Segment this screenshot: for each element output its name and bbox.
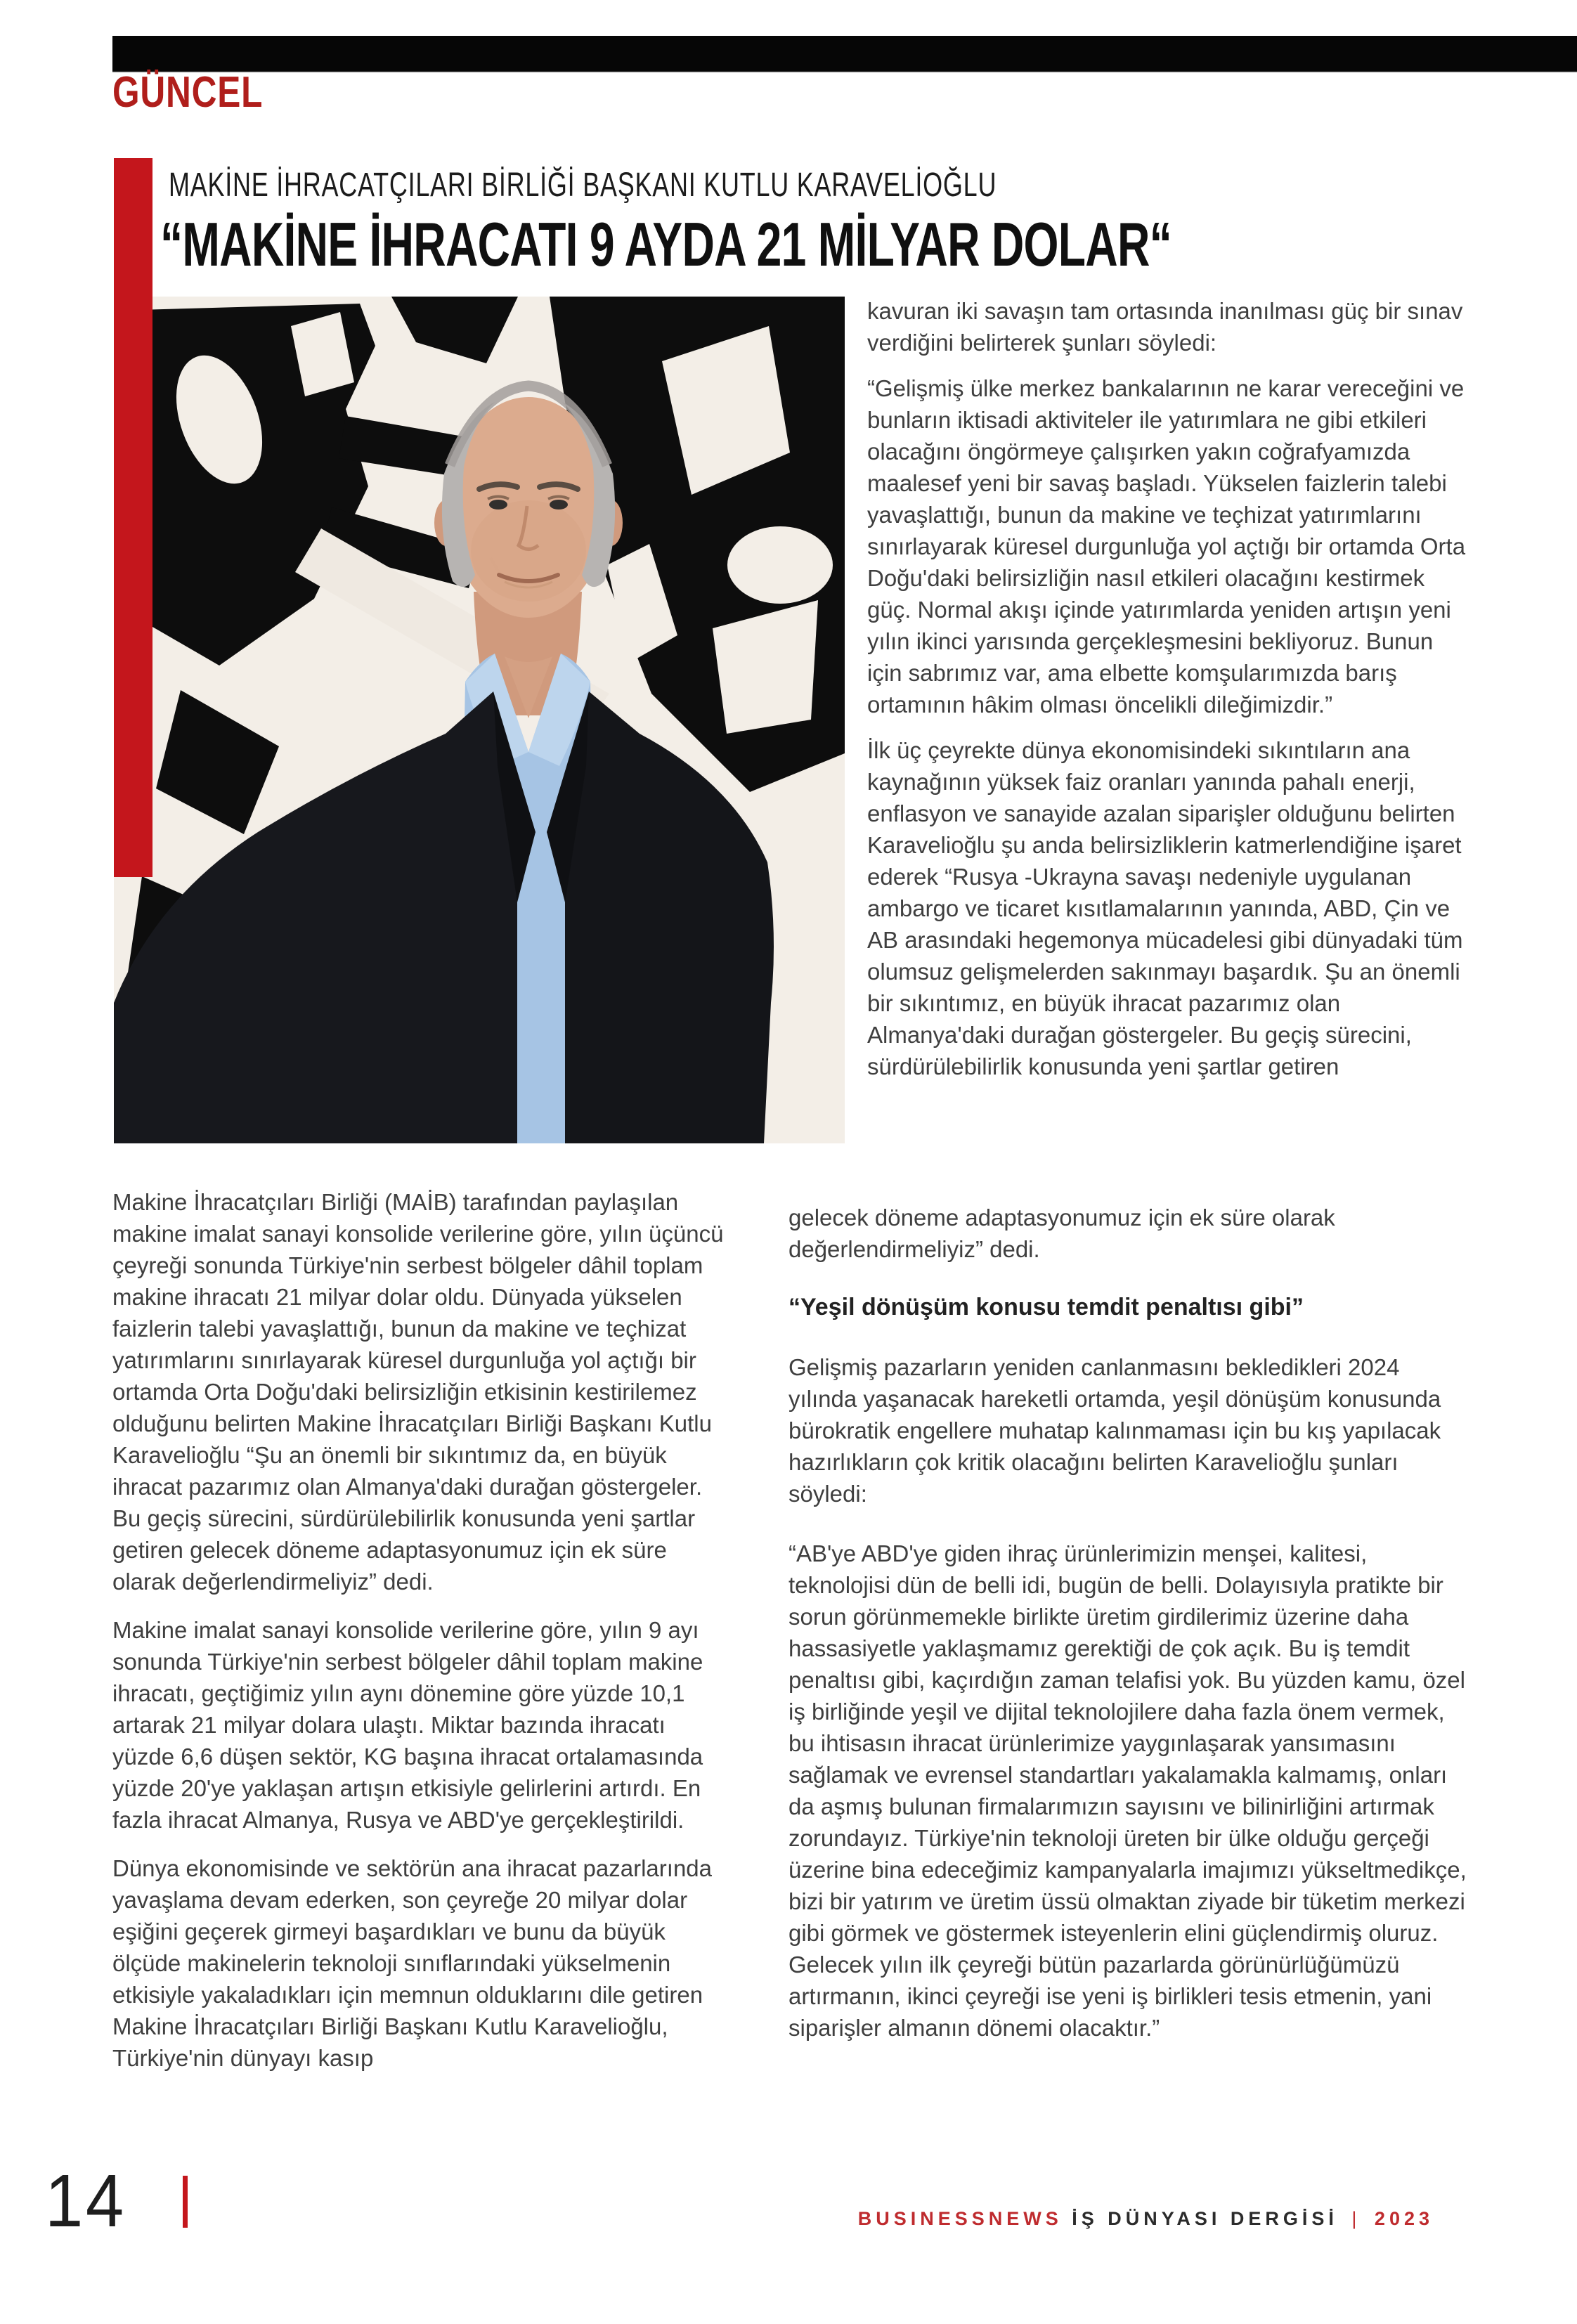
- section-label-text: GÜNCEL: [112, 68, 264, 117]
- article-kicker-text: MAKİNE İHRACATÇILARI BİRLİĞİ BAŞKANI KUTLU KARAVELİOĞLU: [169, 167, 997, 204]
- article-headline-text: “MAKİNE İHRACATI 9 AYDA 21 MİLYAR DOLAR“: [160, 209, 1172, 279]
- body-paragraph-continuation: gelecek döneme adaptasyonumuz için ek süre olarak değerlendirmeliyiz” dedi.: [788, 1205, 1335, 1262]
- article-kicker: [169, 167, 1273, 205]
- top-rule-bar: [112, 36, 1577, 73]
- body-column-right-wide: [788, 1202, 1472, 2058]
- body-paragraph: “Gelişmiş ülke merkez bankalarının ne karar vereceğini ve bunların iktisadi aktiviteler ile yatırımlara ne gibi etkileri olacağını öngörmeye çalışırken yakın coğrafyamızda maalesef yeni bir savaş başladı. Yükselen faizlerin talebi yavaşlattığı, bunun da makine ve teçhizat yatırımlarını sınırlayarak küresel durgunluğa yol açtığı bir ortamda Orta Doğu'daki belirsizliğin nasıl etkileri olacağını kestirmek güç. Normal akışı içinde yatırımlarda yeniden artışın yeni yılın ikinci yarısında gerçekleşmesini bekliyoruz. Bunun için sabrımız var, ama elbette komşularımızda barış ortamının hâkim olması öncelikli dileğimizdir.”: [867, 375, 1466, 718]
- headline-accent-bar: [114, 158, 152, 877]
- body-paragraph: Makine İhracatçıları Birliği (MAİB) tarafından paylaşılan makine imalat sanayi konsolide verilerine göre, yılın üçüncü çeyreği sonunda Türkiye'nin serbest bölgeler dâhil toplam makine ihracatı 21 milyar dolar oldu. Dünyada yükselen faizlerin talebi yavaşlattığı, bunun da makine ve teçhizat yatırımlarını sınırlayarak küresel durgunluğa yol açtığı bir ortamda Orta Doğu'daki belirsizliğin etkisinin kestirilemez olduğunu belirten Makine İhracatçıları Birliği Başkanı Kutlu Karavelioğlu “Şu an önemli bir sıkıntımız da, en büyük ihracat pazarımız olan Almanya'daki durağan göstergeler. Bu geçiş sürecini, sürdürülebilirlik konusunda yeni şartlar getiren gelecek döneme adaptasyonumuz için ek süre olarak değerlendirmeliyiz” dedi.: [112, 1189, 724, 1595]
- footer-divider: |: [1351, 2208, 1361, 2229]
- portrait-photo-illustration: [114, 297, 845, 1143]
- body-column-left: [112, 1186, 734, 2091]
- body-paragraph: Dünya ekonomisinde ve sektörün ana ihracat pazarlarında yavaşlama devam ederken, son çeyreğe 20 milyar dolar eşiğini geçerek girmeyi başardıkları ve bunu da büyük ölçüde makinelerin teknoloji sınıflarındaki yükselmenin etkisiyle yakaladıkları için memnun olduklarını dile getiren Makine İhracatçıları Birliği Başkanı Kutlu Karavelioğlu, Türkiye'nin dünyayı kasıp: [112, 1855, 713, 2071]
- body-paragraph: “AB'ye ABD'ye giden ihraç ürünlerimizin menşei, kalitesi, teknolojisi dün de belli idi, bugün de belli. Dolayısıyla pratikte bir sorun görünmemekle birlikte üretim girdilerimiz üzerine daha hassasiyetle yaklaşmamız gerektiği de çok açık. Bu iş temdit penaltısı gibi, kaçırdığın zaman telafisi yok. Bu yüzden kamu, özel iş birliğinde yeşil ve dijital teknolojilere daha fazla önem vermek, bu ihtisasın ihracat ürünlerimize yaygınlaşarak yansımasını sağlamak ve evrensel standartları yakalamakla kalmamış, onları da aşmış bulunan firmalarımızın sayısını ve bilinirliğini artırmak zorundayız. Türkiye'nin teknoloji üreten bir ülke olduğu gerçeği üzerine bina edeceğimiz kampanyalarla imajımızı yükseltmedikçe, bizi bir yatırım ve üretim üssü olmaktan ziyade bir tüketim merkezi gibi görmek ve göstermek isteyenlerin elini güçlendirmiş oluruz. Gelecek yılın ilk çeyreği bütün pazarlarda görünürlüğümüzü artırmanın, ikinci çeyreği ise yeni iş birlikleri tesis etmenin, yani siparişler almanın dönemi olacaktır.”: [788, 1540, 1467, 2041]
- page-number-text: 14: [45, 2160, 126, 2242]
- body-paragraph: İlk üç çeyrekte dünya ekonomisindeki sıkıntıların ana kaynağının yüksek faiz oranları yanında pahalı enerji, enflasyon ve sanayide azalan siparişler olduğunu belirten Karavelioğlu şu anda belirsizliklerin katmerlendiğine işaret ederek “Rusya -Ukrayna savaşı nedeniyle uygulanan ambargo ve ticaret kısıtlamalarının yanında, ABD, Çin ve AB arasındaki hegemonya mücadelesi gibi dünyadaki tüm olumsuz gelişmelerden sakınmayı başardık. Şu an önemli bir sıkıntımız, en büyük ihracat pazarımız olan Almanya'daki durağan göstergeler. Bu geçiş sürecini, sürdürülebilirlik konusunda yeni şartlar getiren: [867, 737, 1463, 1079]
- footer-brand: BUSINESSNEWS: [857, 2208, 1063, 2229]
- footer-year: 2023: [1374, 2208, 1434, 2229]
- footer-magazine-line: [858, 2207, 1434, 2231]
- body-paragraph: Gelişmiş pazarların yeniden canlanmasını bekledikleri 2024 yılında yaşanacak hareketli ortamda, yeşil dönüşüm konusunda bürokratik engellere muhatap kalınmaması için bu kış yapılacak hazırlıkların çok kritik olacağını belirten Karavelioğlu şunları söyledi:: [788, 1354, 1441, 1507]
- body-paragraph: kavuran iki savaşın tam ortasında inanılması güç bir sınav verdiğini belirterek şunları söyledi:: [867, 298, 1463, 356]
- footer-accent-tick: [183, 2176, 188, 2228]
- page-number: [45, 2160, 134, 2242]
- article-subhead: “Yeşil dönüşüm konusu temdit penaltısı gibi”: [788, 1294, 1304, 1320]
- footer-magazine-title: İŞ DÜNYASI DERGİSİ: [1072, 2208, 1338, 2229]
- body-column-right-narrow: [867, 295, 1470, 1096]
- portrait-photo: [114, 297, 845, 1143]
- article-headline: [160, 211, 1545, 278]
- body-paragraph: Makine imalat sanayi konsolide verilerine göre, yılın 9 ayı sonunda Türkiye'nin serbest bölgeler dâhil toplam makine ihracatı, geçtiğimiz yılın aynı dönemine göre yüzde 10,1 artarak 21 milyar dolara ulaştı. Miktar bazında ihracatı yüzde 6,6 düşen sektör, KG başına ihracat ortalamasında yüzde 20'ye yaklaşan artışın etkisiyle gelirlerini artırdı. En fazla ihracat Almanya, Rusya ve ABD'ye gerçekleştirildi.: [112, 1617, 703, 1833]
- section-label: [112, 70, 301, 115]
